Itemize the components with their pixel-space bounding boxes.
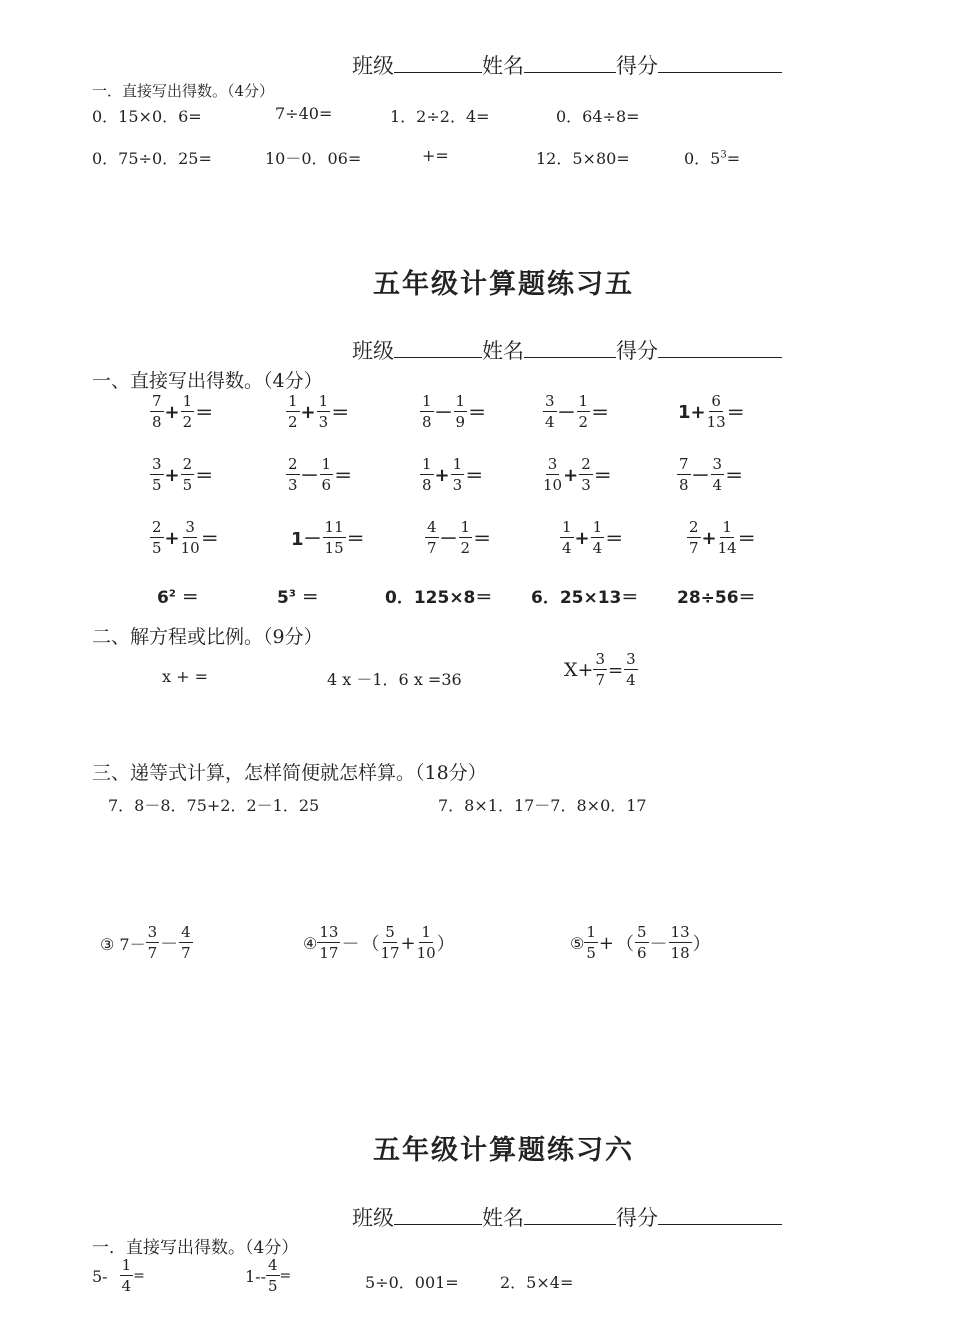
fraction: $\frac{1}{2}$ <box>578 392 589 431</box>
class-label: 班级 <box>352 54 394 78</box>
fraction-problem: $\frac{3}{10}$ + $\frac{2}{3}$ ＝ <box>543 455 612 494</box>
calc-problem: ③ 7－ $\frac{3}{7}$ － $\frac{4}{7}$ <box>100 923 191 962</box>
power-problem: $5^3$ ＝ <box>277 588 319 608</box>
name-blank[interactable] <box>524 337 616 358</box>
section-title: 一．直接写出得数。（4分） <box>92 82 275 100</box>
fraction: $\frac{3}{5}$ <box>152 455 162 494</box>
fraction: $\frac{1}{4}$ <box>562 518 572 557</box>
calc-problem: ④ $\frac{13}{17}$ － （ $\frac{5}{17}$ + $\frac{1}{10}$ ） <box>303 923 455 962</box>
class-label: 班级 <box>352 1206 394 1230</box>
fraction: $\frac{1}{6}$ <box>321 455 332 494</box>
problem: 0．125×8＝ <box>385 588 493 608</box>
fraction: $\frac{1}{10}$ <box>416 923 436 962</box>
score-label: 得分 <box>616 54 658 78</box>
problem: 7÷40= <box>275 104 333 123</box>
problem: 6．25×13＝ <box>531 588 639 608</box>
fraction: $\frac{3}{10}$ <box>180 518 200 557</box>
fraction: $\frac{1}{2}$ <box>460 518 471 557</box>
fraction: $\frac{1}{8}$ <box>422 455 432 494</box>
score-label: 得分 <box>616 339 658 363</box>
problem: 0．75÷0．25= <box>92 149 212 168</box>
fraction: $\frac{5}{6}$ <box>636 923 647 962</box>
fraction: $\frac{5}{17}$ <box>380 923 400 962</box>
fraction: $\frac{2}{3}$ <box>288 455 298 494</box>
name-blank[interactable] <box>524 52 616 73</box>
fraction: $\frac{6}{13}$ <box>706 392 726 431</box>
name-label: 姓名 <box>482 339 524 363</box>
fraction: $\frac{3}{4}$ <box>626 650 636 689</box>
problem: += <box>422 146 449 165</box>
name-blank[interactable] <box>524 1204 616 1225</box>
fraction: $\frac{1}{8}$ <box>422 392 432 431</box>
fraction: $\frac{3}{4}$ <box>712 455 723 494</box>
score-label: 得分 <box>616 1206 658 1230</box>
calc-problem: 7．8－8．75+2．2－1．25 <box>108 796 320 815</box>
class-label: 班级 <box>352 339 394 363</box>
fraction: $\frac{1}{3}$ <box>318 392 329 431</box>
class-blank[interactable] <box>394 52 482 73</box>
fraction: $\frac{4}{7}$ <box>427 518 437 557</box>
header-row <box>352 1202 782 1232</box>
section-title: 二、解方程或比例。（9分） <box>92 626 323 648</box>
header-row-top <box>352 50 782 80</box>
equation: X+ $\frac{3}{7}$ = $\frac{3}{4}$ <box>564 650 636 689</box>
fraction-problem: 1-- $\frac{4}{5}$ = <box>245 1256 292 1295</box>
exponent: 3 <box>720 149 727 161</box>
problem: 2．5×4= <box>500 1273 574 1292</box>
fraction: $\frac{3}{4}$ <box>545 392 555 431</box>
fraction: $\frac{3}{10}$ <box>543 455 563 494</box>
fraction-problem: $\frac{4}{7}$ － $\frac{1}{2}$ ＝ <box>427 518 492 557</box>
class-blank[interactable] <box>394 337 482 358</box>
fraction-problem: $\frac{1}{2}$ + $\frac{1}{3}$ ＝ <box>288 392 350 431</box>
fraction-problem: $\frac{1}{8}$ + $\frac{1}{3}$ ＝ <box>422 455 484 494</box>
fraction: $\frac{1}{4}$ <box>121 1256 132 1295</box>
fraction-problem: $\frac{2}{5}$ + $\frac{3}{10}$ ＝ <box>152 518 219 557</box>
section-title: 一、直接写出得数。（4分） <box>92 370 323 392</box>
problem-eq: = <box>726 149 741 168</box>
fraction-problem: $\frac{1}{4}$ + $\frac{1}{4}$ ＝ <box>562 518 624 557</box>
problem: 12．5×80= <box>536 149 630 168</box>
problem: 28÷56＝ <box>677 588 756 608</box>
fraction-problem: $\frac{3}{5}$ + $\frac{2}{5}$ ＝ <box>152 455 214 494</box>
fraction: $\frac{11}{15}$ <box>324 518 344 557</box>
fraction: $\frac{1}{2}$ <box>182 392 193 431</box>
fraction: $\frac{1}{5}$ <box>586 923 596 962</box>
fraction: $\frac{2}{7}$ <box>689 518 699 557</box>
fraction-problem: 5- $\frac{1}{4}$ = <box>92 1256 145 1295</box>
header-row <box>352 335 782 365</box>
fraction: $\frac{7}{8}$ <box>152 392 162 431</box>
score-blank[interactable] <box>658 52 782 73</box>
fraction: $\frac{1}{3}$ <box>452 455 463 494</box>
fraction-problem: $\frac{7}{8}$ + $\frac{1}{2}$ ＝ <box>152 392 214 431</box>
fraction-problem: $\frac{2}{7}$ + $\frac{1}{14}$ ＝ <box>689 518 756 557</box>
fraction: $\frac{1}{9}$ <box>455 392 466 431</box>
calc-problem: 7．8×1．17－7．8×0．17 <box>438 796 647 815</box>
fraction: $\frac{2}{5}$ <box>152 518 162 557</box>
fraction-problem: 1+ $\frac{6}{13}$ ＝ <box>678 392 745 431</box>
fraction: $\frac{3}{7}$ <box>595 650 605 689</box>
name-label: 姓名 <box>482 1206 524 1230</box>
fraction: $\frac{13}{18}$ <box>670 923 690 962</box>
section-title: 一．直接写出得数。（4分） <box>92 1238 299 1258</box>
problem <box>684 146 740 169</box>
score-blank[interactable] <box>658 337 782 358</box>
problem: 10－0．06= <box>265 149 362 168</box>
name-label: 姓名 <box>482 54 524 78</box>
class-blank[interactable] <box>394 1204 482 1225</box>
fraction: $\frac{1}{4}$ <box>592 518 603 557</box>
fraction: $\frac{2}{5}$ <box>182 455 193 494</box>
fraction: $\frac{1}{2}$ <box>288 392 298 431</box>
page-title: 五年级计算题练习六 <box>373 1135 634 1166</box>
fraction: $\frac{13}{17}$ <box>319 923 339 962</box>
power-problem: $6^2$ ＝ <box>157 588 199 608</box>
problem: 5÷0．001= <box>365 1273 459 1292</box>
problem-base: 0．5 <box>684 149 721 168</box>
problem: 1．2÷2．4= <box>390 107 490 126</box>
fraction-problem: $\frac{7}{8}$ － $\frac{3}{4}$ ＝ <box>679 455 744 494</box>
calc-problem: ⑤ $\frac{1}{5}$ + （ $\frac{5}{6}$ － $\frac{13}{18}$ ） <box>570 923 711 962</box>
fraction: $\frac{2}{3}$ <box>581 455 591 494</box>
fraction-problem: $\frac{3}{4}$ － $\frac{1}{2}$ ＝ <box>545 392 610 431</box>
equation: 4 x －1．6 x =36 <box>327 670 462 689</box>
fraction: $\frac{1}{14}$ <box>717 518 737 557</box>
equation: x + = <box>162 667 209 686</box>
problem: 0．15×0．6= <box>92 107 202 126</box>
fraction: $\frac{4}{7}$ <box>181 923 191 962</box>
fraction-problem: 1－ $\frac{11}{15}$ ＝ <box>291 518 365 557</box>
fraction-problem: $\frac{1}{8}$ － $\frac{1}{9}$ ＝ <box>422 392 487 431</box>
section-title: 三、递等式计算，怎样简便就怎样算。（18分） <box>92 762 487 784</box>
fraction: $\frac{7}{8}$ <box>679 455 689 494</box>
fraction: $\frac{4}{5}$ <box>268 1256 278 1295</box>
page-title: 五年级计算题练习五 <box>373 269 634 300</box>
problem: 0．64÷8= <box>556 107 640 126</box>
fraction-problem: $\frac{2}{3}$ － $\frac{1}{6}$ ＝ <box>288 455 353 494</box>
fraction: $\frac{3}{7}$ <box>147 923 158 962</box>
score-blank[interactable] <box>658 1204 782 1225</box>
